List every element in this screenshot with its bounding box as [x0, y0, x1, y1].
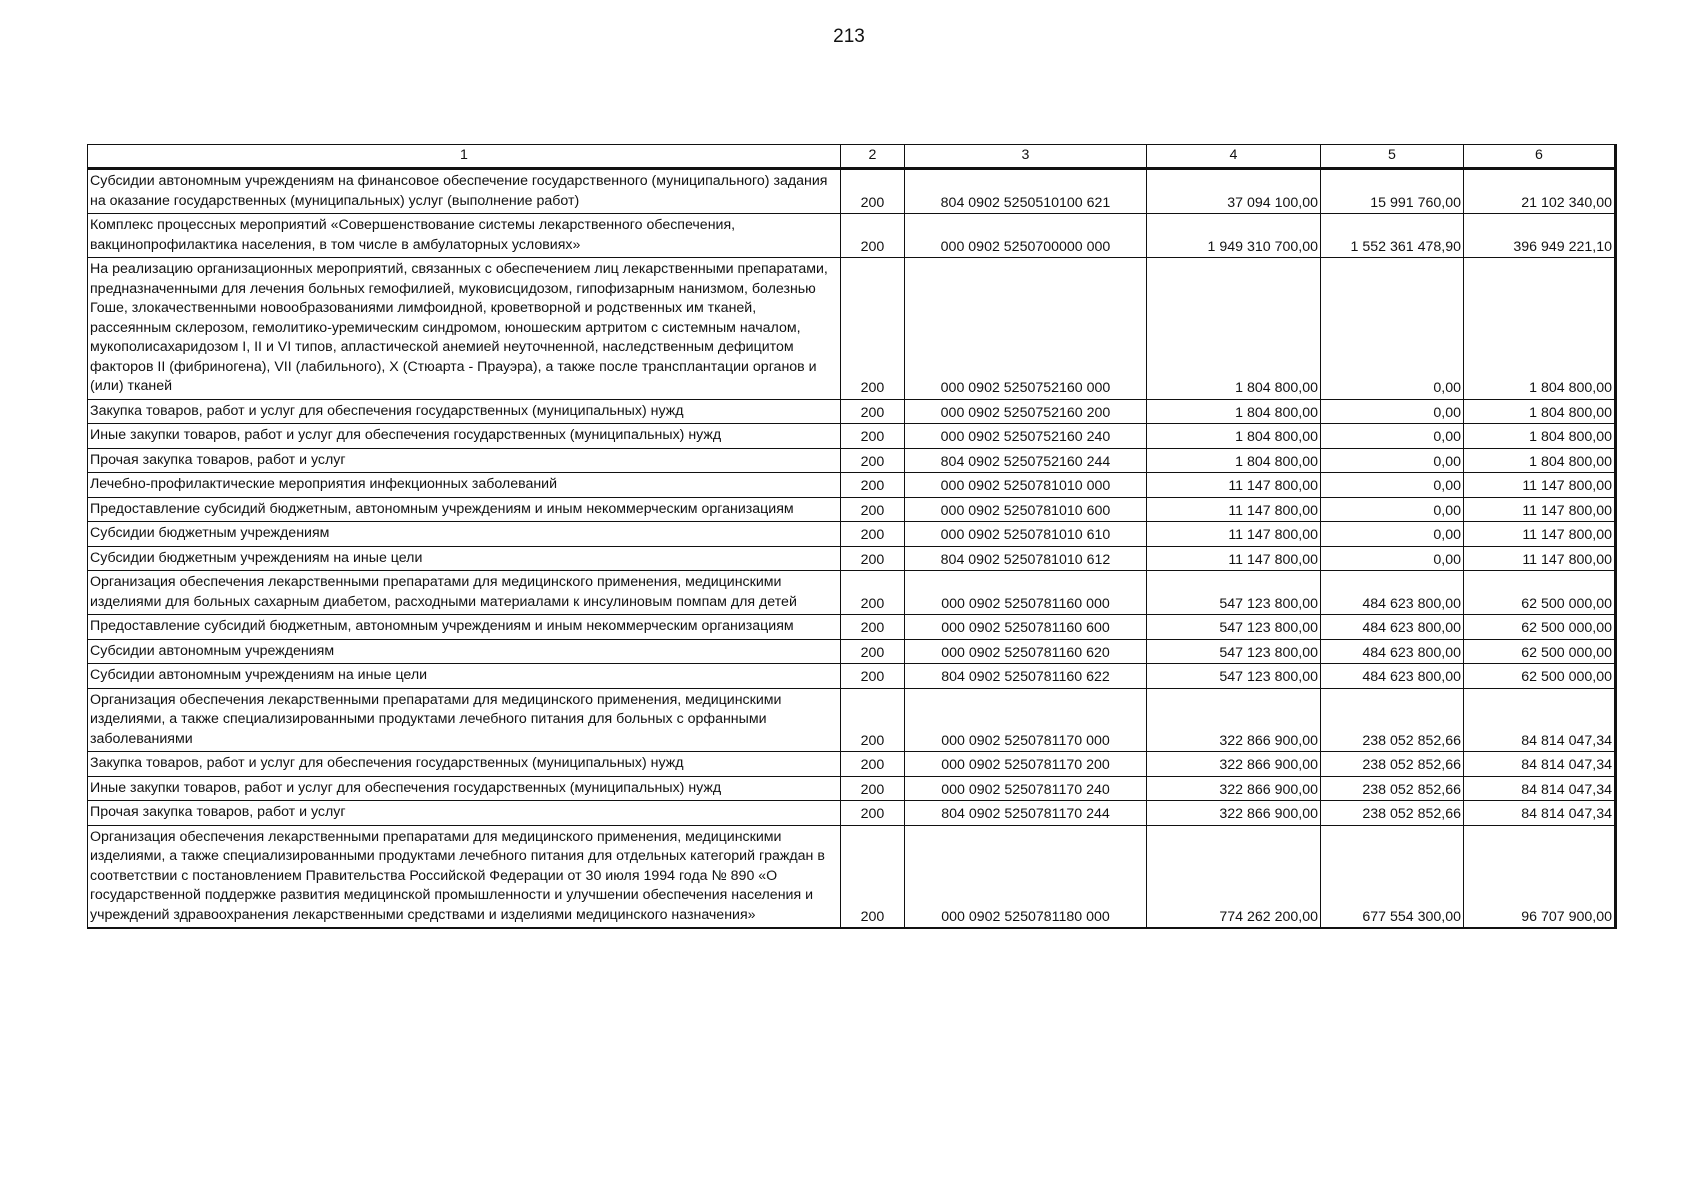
row-department-cell: 200: [841, 473, 905, 498]
row-classification-code-cell: 804 0902 5250781010 612: [905, 546, 1147, 571]
row-value-col5-cell: 484 623 800,00: [1321, 664, 1464, 689]
row-classification-code-cell: 000 0902 5250781160 000: [905, 571, 1147, 615]
row-department-cell: 200: [841, 214, 905, 258]
column-header-6: 6: [1464, 145, 1616, 169]
row-value-col6-cell: 11 147 800,00: [1464, 522, 1616, 547]
row-value-col5-cell: 238 052 852,66: [1321, 776, 1464, 801]
table-row: [88, 825, 1616, 928]
table-row: [88, 688, 1616, 752]
row-value-col4-cell: 547 123 800,00: [1147, 664, 1321, 689]
row-value-col4-cell: 547 123 800,00: [1147, 615, 1321, 640]
row-name-cell: Иные закупки товаров, работ и услуг для обеспечения государственных (муниципальных) нужд: [88, 776, 841, 801]
row-value-col5-cell: 0,00: [1321, 497, 1464, 522]
row-value-col4-cell: 322 866 900,00: [1147, 776, 1321, 801]
row-value-col4-cell: 11 147 800,00: [1147, 497, 1321, 522]
row-value-col6-cell: 21 102 340,00: [1464, 169, 1616, 214]
header-row: [88, 145, 1616, 169]
table-row: [88, 639, 1616, 664]
table-row: [88, 801, 1616, 826]
row-value-col4-cell: 1 949 310 700,00: [1147, 214, 1321, 258]
row-name-cell: Закупка товаров, работ и услуг для обеспечения государственных (муниципальных) нужд: [88, 399, 841, 424]
column-header-1: 1: [88, 145, 841, 169]
row-department-cell: 200: [841, 688, 905, 752]
row-value-col4-cell: 1 804 800,00: [1147, 399, 1321, 424]
row-value-col4-cell: 774 262 200,00: [1147, 825, 1321, 928]
row-department-cell: 200: [841, 448, 905, 473]
row-value-col5-cell: 238 052 852,66: [1321, 752, 1464, 777]
row-classification-code-cell: 000 0902 5250781010 610: [905, 522, 1147, 547]
table-row: [88, 571, 1616, 615]
row-value-col6-cell: 84 814 047,34: [1464, 688, 1616, 752]
row-value-col6-cell: 11 147 800,00: [1464, 546, 1616, 571]
row-value-col4-cell: 322 866 900,00: [1147, 688, 1321, 752]
row-value-col5-cell: 0,00: [1321, 448, 1464, 473]
row-value-col6-cell: 1 804 800,00: [1464, 399, 1616, 424]
table-row: [88, 214, 1616, 258]
row-value-col6-cell: 11 147 800,00: [1464, 473, 1616, 498]
row-classification-code-cell: 000 0902 5250700000 000: [905, 214, 1147, 258]
row-classification-code-cell: 804 0902 5250752160 244: [905, 448, 1147, 473]
row-value-col5-cell: 0,00: [1321, 424, 1464, 449]
row-name-cell: Иные закупки товаров, работ и услуг для обеспечения государственных (муниципальных) нужд: [88, 424, 841, 449]
row-value-col4-cell: 1 804 800,00: [1147, 258, 1321, 400]
row-value-col6-cell: 62 500 000,00: [1464, 615, 1616, 640]
table-row: [88, 258, 1616, 400]
row-value-col5-cell: 238 052 852,66: [1321, 688, 1464, 752]
table-row: [88, 473, 1616, 498]
table-row: [88, 448, 1616, 473]
row-department-cell: 200: [841, 776, 905, 801]
row-value-col6-cell: 62 500 000,00: [1464, 664, 1616, 689]
row-department-cell: 200: [841, 497, 905, 522]
row-classification-code-cell: 804 0902 5250781160 622: [905, 664, 1147, 689]
row-name-cell: Субсидии бюджетным учреждениям на иные цели: [88, 546, 841, 571]
table-body: [88, 169, 1616, 929]
row-department-cell: 200: [841, 752, 905, 777]
row-value-col4-cell: 11 147 800,00: [1147, 473, 1321, 498]
row-value-col5-cell: 484 623 800,00: [1321, 571, 1464, 615]
table-row: [88, 546, 1616, 571]
row-value-col4-cell: 11 147 800,00: [1147, 546, 1321, 571]
row-value-col5-cell: 484 623 800,00: [1321, 615, 1464, 640]
row-name-cell: На реализацию организационных мероприятий, связанных с обеспечением лиц лекарственными препаратами, предназначенными для лечения больных гемофилией, муковисцидозом, гипофизарным нанизмом, болезнью Гоше, злокачественными новообразованиями лимфоидной, кроветворной и родственных им тканей, рассеянным склерозом, гемолитико-уремическим синдромом, юношеским артритом с системным началом, мукополисахаридозом I, II и VI типов, апластической анемией неуточненной, наследственным дефицитом факторов II (фибриногена), VII (лабильного), X (Стюарта - Прауэра), а также после трансплантации органов и (или) тканей: [88, 258, 841, 400]
table-row: [88, 615, 1616, 640]
row-value-col6-cell: 84 814 047,34: [1464, 752, 1616, 777]
row-department-cell: 200: [841, 615, 905, 640]
row-name-cell: Организация обеспечения лекарственными препаратами для медицинского применения, медицинскими изделиями, а также специализированными продуктами лечебного питания для отдельных категорий граждан в соответствии с постановлением Правительства Российской Федерации от 30 июля 1994 года № 890 «О государственной поддержке развития медицинской промышленности и улучшении обеспечения населения и учреждений здравоохранения лекарственными средствами и изделиями медицинского назначения»: [88, 825, 841, 928]
column-header-5: 5: [1321, 145, 1464, 169]
row-classification-code-cell: 804 0902 5250781170 244: [905, 801, 1147, 826]
row-classification-code-cell: 804 0902 5250510100 621: [905, 169, 1147, 214]
row-classification-code-cell: 000 0902 5250781180 000: [905, 825, 1147, 928]
row-value-col4-cell: 547 123 800,00: [1147, 639, 1321, 664]
row-classification-code-cell: 000 0902 5250781170 240: [905, 776, 1147, 801]
table-row: [88, 752, 1616, 777]
row-value-col6-cell: 1 804 800,00: [1464, 424, 1616, 449]
row-value-col5-cell: 238 052 852,66: [1321, 801, 1464, 826]
row-value-col5-cell: 15 991 760,00: [1321, 169, 1464, 214]
row-classification-code-cell: 000 0902 5250781160 620: [905, 639, 1147, 664]
table-row: [88, 169, 1616, 214]
row-value-col4-cell: 37 094 100,00: [1147, 169, 1321, 214]
table-row: [88, 497, 1616, 522]
row-value-col6-cell: 1 804 800,00: [1464, 258, 1616, 400]
budget-table: [87, 144, 1617, 929]
row-department-cell: 200: [841, 522, 905, 547]
row-value-col6-cell: 84 814 047,34: [1464, 801, 1616, 826]
row-value-col4-cell: 322 866 900,00: [1147, 801, 1321, 826]
row-department-cell: 200: [841, 825, 905, 928]
row-department-cell: 200: [841, 639, 905, 664]
row-value-col5-cell: 1 552 361 478,90: [1321, 214, 1464, 258]
row-name-cell: Предоставление субсидий бюджетным, автономным учреждениям и иным некоммерческим организациям: [88, 497, 841, 522]
row-department-cell: 200: [841, 169, 905, 214]
row-department-cell: 200: [841, 571, 905, 615]
row-name-cell: Субсидии автономным учреждениям на иные цели: [88, 664, 841, 689]
table-row: [88, 424, 1616, 449]
row-name-cell: Лечебно-профилактические мероприятия инфекционных заболеваний: [88, 473, 841, 498]
column-header-2: 2: [841, 145, 905, 169]
row-name-cell: Прочая закупка товаров, работ и услуг: [88, 801, 841, 826]
row-classification-code-cell: 000 0902 5250752160 200: [905, 399, 1147, 424]
row-value-col5-cell: 677 554 300,00: [1321, 825, 1464, 928]
row-value-col5-cell: 0,00: [1321, 546, 1464, 571]
row-value-col5-cell: 484 623 800,00: [1321, 639, 1464, 664]
row-value-col5-cell: 0,00: [1321, 522, 1464, 547]
row-value-col6-cell: 62 500 000,00: [1464, 571, 1616, 615]
column-header-3: 3: [905, 145, 1147, 169]
row-classification-code-cell: 000 0902 5250781170 200: [905, 752, 1147, 777]
row-department-cell: 200: [841, 546, 905, 571]
row-classification-code-cell: 000 0902 5250781170 000: [905, 688, 1147, 752]
row-department-cell: 200: [841, 664, 905, 689]
row-classification-code-cell: 000 0902 5250781010 000: [905, 473, 1147, 498]
row-value-col6-cell: 84 814 047,34: [1464, 776, 1616, 801]
row-department-cell: 200: [841, 801, 905, 826]
row-department-cell: 200: [841, 424, 905, 449]
row-department-cell: 200: [841, 399, 905, 424]
row-name-cell: Комплекс процессных мероприятий «Совершенствование системы лекарственного обеспечения, вакцинопрофилактика населения, в том числе в амбулаторных условиях»: [88, 214, 841, 258]
row-value-col6-cell: 96 707 900,00: [1464, 825, 1616, 928]
row-name-cell: Организация обеспечения лекарственными препаратами для медицинского применения, медицинскими изделиями для больных сахарным диабетом, расходными материалами к инсулиновым помпам для детей: [88, 571, 841, 615]
row-name-cell: Закупка товаров, работ и услуг для обеспечения государственных (муниципальных) нужд: [88, 752, 841, 777]
row-value-col6-cell: 1 804 800,00: [1464, 448, 1616, 473]
row-value-col4-cell: 322 866 900,00: [1147, 752, 1321, 777]
row-value-col4-cell: 1 804 800,00: [1147, 448, 1321, 473]
row-value-col6-cell: 11 147 800,00: [1464, 497, 1616, 522]
row-name-cell: Субсидии бюджетным учреждениям: [88, 522, 841, 547]
row-value-col4-cell: 547 123 800,00: [1147, 571, 1321, 615]
table-row: [88, 776, 1616, 801]
table-row: [88, 664, 1616, 689]
row-value-col6-cell: 396 949 221,10: [1464, 214, 1616, 258]
row-name-cell: Субсидии автономным учреждениям: [88, 639, 841, 664]
row-value-col5-cell: 0,00: [1321, 258, 1464, 400]
row-classification-code-cell: 000 0902 5250781010 600: [905, 497, 1147, 522]
row-value-col5-cell: 0,00: [1321, 399, 1464, 424]
row-name-cell: Организация обеспечения лекарственными препаратами для медицинского применения, медицинскими изделиями, а также специализированными продуктами лечебного питания для больных с орфанными заболеваниями: [88, 688, 841, 752]
row-department-cell: 200: [841, 258, 905, 400]
column-header-4: 4: [1147, 145, 1321, 169]
table-row: [88, 522, 1616, 547]
row-classification-code-cell: 000 0902 5250752160 000: [905, 258, 1147, 400]
row-name-cell: Прочая закупка товаров, работ и услуг: [88, 448, 841, 473]
row-value-col4-cell: 11 147 800,00: [1147, 522, 1321, 547]
row-value-col6-cell: 62 500 000,00: [1464, 639, 1616, 664]
row-value-col4-cell: 1 804 800,00: [1147, 424, 1321, 449]
row-name-cell: Субсидии автономным учреждениям на финансовое обеспечение государственного (муниципального) задания на оказание государственных (муниципальных) услуг (выполнение работ): [88, 169, 841, 214]
row-value-col5-cell: 0,00: [1321, 473, 1464, 498]
row-name-cell: Предоставление субсидий бюджетным, автономным учреждениям и иным некоммерческим организациям: [88, 615, 841, 640]
row-classification-code-cell: 000 0902 5250752160 240: [905, 424, 1147, 449]
table-row: [88, 399, 1616, 424]
page-number: 213: [833, 26, 865, 47]
row-classification-code-cell: 000 0902 5250781160 600: [905, 615, 1147, 640]
